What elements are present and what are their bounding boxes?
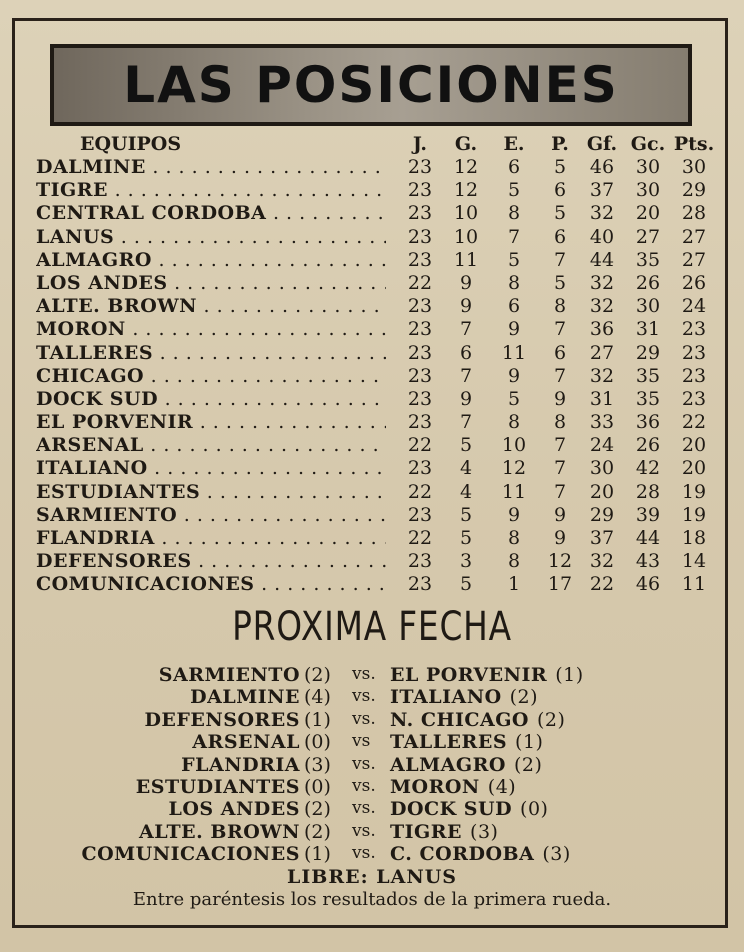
stat-cell: 8: [507, 550, 521, 573]
stat-cell: 30: [635, 179, 661, 202]
stat-cell: 32: [589, 271, 615, 294]
page-title: LAS POSICIONES: [123, 56, 619, 114]
stat-cell: 9: [507, 364, 521, 387]
stat-cell: 9: [459, 387, 473, 410]
stat-cell: 20: [681, 457, 707, 480]
stat-cell: 23: [407, 457, 433, 480]
stat-cell: 23: [407, 295, 433, 318]
table-row: [0, 504, 744, 527]
stat-cell: 9: [459, 271, 473, 294]
fixture-row: [0, 754, 744, 776]
team-name: ARSENAL . . .: [36, 434, 386, 456]
team-name: LOS ANDES . . .: [36, 272, 386, 294]
stat-cell: 43: [635, 550, 661, 573]
stat-cell: 23: [407, 202, 433, 225]
away-score: (2): [536, 708, 566, 731]
stat-cell: 8: [507, 527, 521, 549]
away-block: [390, 686, 538, 708]
stat-cell: 20: [681, 434, 707, 457]
stat-cell: 7: [459, 364, 473, 387]
stat-cell: 11: [453, 248, 479, 271]
stat-cell: 31: [635, 318, 661, 341]
stat-cell: 23: [407, 156, 433, 178]
team-name: ESTUDIANTES . . .: [36, 481, 386, 503]
stat-cell: 23: [407, 318, 433, 341]
stat-cell: 7: [459, 318, 473, 341]
away-team: DOCK SUD: [390, 798, 513, 821]
table-row: [0, 550, 744, 573]
team-name: ITALIANO . . .: [36, 457, 386, 479]
stat-cell: 23: [681, 387, 707, 410]
stat-cell: 37: [589, 179, 615, 202]
table-row: [0, 342, 744, 365]
stat-cell: 23: [681, 318, 707, 341]
away-team: EL PORVENIR: [390, 664, 548, 686]
team-name: CENTRAL CORDOBA . . .: [36, 202, 386, 224]
stat-cell: 12: [453, 179, 479, 202]
away-score: (3): [542, 843, 571, 866]
home-score: (2): [304, 798, 331, 821]
home-team: ARSENAL: [192, 731, 300, 754]
team-name: TIGRE . . .: [36, 179, 386, 201]
stat-cell: 7: [553, 248, 567, 271]
stat-cell: 7: [553, 318, 567, 341]
stat-cell: 7: [507, 225, 521, 248]
stat-cell: 46: [589, 156, 615, 178]
home-team: FLANDRIA: [181, 753, 300, 776]
footnote: Entre paréntesis los resultados de la primera rueda.: [132, 889, 612, 910]
stat-cell: 4: [459, 457, 473, 480]
stat-cell: 32: [589, 364, 615, 387]
stat-cell: 32: [589, 202, 615, 225]
stat-cell: 4: [459, 480, 473, 503]
stat-cell: 5: [553, 271, 567, 294]
away-score: (0): [520, 798, 549, 821]
team-name: DEFENSORES . . .: [36, 550, 386, 572]
stat-cell: 23: [407, 387, 433, 410]
stat-cell: 35: [635, 364, 661, 387]
table-row: [0, 156, 744, 179]
stat-cell: 11: [681, 573, 707, 596]
team-name: DOCK SUD . . .: [36, 388, 386, 410]
stat-cell: 29: [681, 179, 707, 202]
stat-cell: 8: [507, 271, 521, 294]
away-team: ALMAGRO: [390, 753, 506, 776]
stat-cell: 26: [635, 434, 661, 457]
stat-cell: 39: [635, 503, 661, 526]
standings-table: [0, 156, 744, 597]
stat-cell: 9: [459, 295, 473, 318]
stat-cell: 33: [589, 411, 615, 434]
stat-cell: 26: [681, 271, 707, 294]
home-team: ESTUDIANTES: [135, 775, 300, 798]
home-team: DALMINE: [190, 686, 300, 709]
stat-cell: 23: [407, 225, 433, 248]
fixture-row: [0, 686, 744, 708]
team-name: ALMAGRO . . .: [36, 249, 386, 271]
stat-cell: 6: [553, 225, 567, 248]
stat-cell: 1: [507, 573, 521, 596]
away-team: ITALIANO: [390, 686, 502, 709]
table-row: [0, 226, 744, 249]
stat-cell: 6: [507, 295, 521, 318]
stat-cell: 9: [507, 503, 521, 526]
away-score: (4): [487, 775, 517, 798]
stat-cell: 5: [459, 573, 473, 596]
stat-cell: 8: [507, 202, 521, 225]
stat-cell: 40: [589, 225, 615, 248]
team-name: SARMIENTO . . .: [36, 504, 386, 526]
stat-cell: 5: [507, 387, 521, 410]
stat-cell: 11: [501, 341, 527, 364]
stat-cell: 29: [589, 503, 615, 526]
away-score: (2): [509, 686, 539, 709]
home-score: (2): [304, 664, 331, 686]
header-g: G.: [454, 133, 478, 155]
team-name: MORON . . .: [36, 318, 386, 340]
stat-cell: 7: [553, 457, 567, 480]
home-team: SARMIENTO: [158, 664, 300, 686]
vs-label: vs.: [352, 843, 376, 864]
stat-cell: 24: [681, 295, 707, 318]
stat-cell: 26: [635, 271, 661, 294]
fixture-row: [0, 664, 744, 686]
stat-cell: 6: [507, 156, 521, 178]
stat-cell: 7: [459, 411, 473, 434]
away-team: C. CORDOBA: [390, 843, 535, 866]
table-row: [0, 179, 744, 202]
away-team: MORON: [390, 775, 480, 798]
away-block: [390, 754, 542, 776]
stat-cell: 5: [459, 527, 473, 549]
stat-cell: 29: [635, 341, 661, 364]
home-score: (1): [304, 843, 331, 866]
stat-cell: 12: [501, 457, 527, 480]
stat-cell: 9: [553, 503, 567, 526]
stat-cell: 11: [501, 480, 527, 503]
stat-cell: 23: [407, 411, 433, 434]
stat-cell: 20: [589, 480, 615, 503]
stat-cell: 9: [553, 387, 567, 410]
vs-label: vs.: [352, 708, 376, 729]
fixture-row: [0, 776, 744, 798]
stat-cell: 7: [553, 434, 567, 457]
stat-cell: 8: [553, 295, 567, 318]
table-row: [0, 481, 744, 504]
stat-cell: 31: [589, 387, 615, 410]
home-team: DEFENSORES: [144, 708, 300, 731]
table-row: [0, 457, 744, 480]
away-block: [390, 664, 584, 686]
header-gf: Gf.: [586, 133, 618, 155]
stat-cell: 36: [635, 411, 661, 434]
stat-cell: 10: [501, 434, 527, 457]
table-row: [0, 527, 744, 550]
stat-cell: 23: [407, 248, 433, 271]
fixtures-title: PROXIMA FECHA: [232, 604, 512, 650]
home-score: (0): [304, 731, 331, 754]
team-name: CHICAGO . . .: [36, 365, 386, 387]
home-score: (0): [304, 775, 331, 798]
stat-cell: 32: [589, 295, 615, 318]
table-row: [0, 249, 744, 272]
stat-cell: 35: [635, 387, 661, 410]
team-name: EL PORVENIR . . .: [36, 411, 386, 433]
stat-cell: 8: [507, 411, 521, 434]
team-name: COMUNICACIONES . . .: [36, 573, 386, 595]
stat-cell: 22: [681, 411, 707, 434]
table-row: [0, 388, 744, 411]
fixture-row: [0, 709, 744, 731]
header-pts: Pts.: [673, 133, 715, 155]
stat-cell: 3: [459, 550, 473, 573]
header-p: P.: [551, 133, 569, 155]
stat-cell: 12: [453, 156, 479, 178]
stat-cell: 20: [635, 202, 661, 225]
team-name: ALTE. BROWN . . .: [36, 295, 386, 317]
stat-cell: 5: [507, 179, 521, 202]
home-team: COMUNICACIONES: [81, 843, 300, 866]
away-block: [390, 709, 565, 731]
stat-cell: 14: [681, 550, 707, 573]
stat-cell: 23: [407, 364, 433, 387]
stat-cell: 7: [553, 480, 567, 503]
stat-cell: 5: [459, 503, 473, 526]
stat-cell: 6: [553, 179, 567, 202]
stat-cell: 28: [681, 202, 707, 225]
stat-cell: 10: [453, 202, 479, 225]
away-score: (1): [555, 664, 584, 686]
stat-cell: 42: [635, 457, 661, 480]
home-team: ALTE. BROWN: [138, 820, 300, 843]
away-score: (2): [513, 753, 543, 776]
stat-cell: 22: [407, 271, 433, 294]
stat-cell: 5: [553, 202, 567, 225]
table-row: [0, 411, 744, 434]
stat-cell: 27: [635, 225, 661, 248]
stat-cell: 28: [635, 480, 661, 503]
stat-cell: 6: [459, 341, 473, 364]
stat-cell: 23: [407, 179, 433, 202]
stat-cell: 27: [681, 248, 707, 271]
stat-cell: 8: [553, 411, 567, 434]
away-block: [390, 776, 516, 798]
fixtures-list: [0, 664, 744, 866]
stat-cell: 24: [589, 434, 615, 457]
away-block: [390, 843, 571, 865]
stat-cell: 44: [635, 527, 661, 549]
stat-cell: 23: [407, 573, 433, 596]
stat-cell: 36: [589, 318, 615, 341]
stat-cell: 9: [507, 318, 521, 341]
stat-cell: 12: [547, 550, 573, 573]
header-j: J.: [412, 133, 428, 155]
stat-cell: 17: [547, 573, 573, 596]
stat-cell: 22: [589, 573, 615, 596]
stat-cell: 44: [589, 248, 615, 271]
table-row: [0, 365, 744, 388]
table-row: [0, 202, 744, 225]
header-equipos: EQUIPOS: [80, 133, 182, 155]
away-block: [390, 798, 548, 820]
table-header: [0, 133, 744, 155]
table-row: [0, 573, 744, 596]
stat-cell: 5: [507, 248, 521, 271]
table-row: [0, 434, 744, 457]
home-score: (4): [304, 686, 331, 709]
away-block: [390, 821, 498, 843]
home-score: (3): [304, 753, 331, 776]
stat-cell: 23: [407, 503, 433, 526]
stat-cell: 19: [681, 503, 707, 526]
stat-cell: 23: [681, 364, 707, 387]
stat-cell: 27: [589, 341, 615, 364]
team-name: FLANDRIA . . .: [36, 527, 386, 549]
vs-label: vs.: [352, 664, 376, 684]
away-score: (1): [515, 731, 544, 754]
stat-cell: 5: [553, 156, 567, 178]
stat-cell: 19: [681, 480, 707, 503]
away-team: TALLERES: [390, 731, 508, 754]
away-team: N. CHICAGO: [390, 708, 529, 731]
fixture-row: [0, 731, 744, 753]
vs-label: vs.: [352, 753, 376, 774]
stat-cell: 27: [681, 225, 707, 248]
home-score: (2): [304, 820, 331, 843]
vs-label: vs.: [352, 686, 376, 707]
home-team: LOS ANDES: [168, 798, 300, 821]
header-e: E.: [503, 133, 525, 155]
team-name: TALLERES . . .: [36, 342, 386, 364]
stat-cell: 18: [681, 527, 707, 549]
fixture-row: [0, 821, 744, 843]
stat-cell: 30: [681, 156, 707, 178]
stat-cell: 30: [635, 295, 661, 318]
header-gc: Gc.: [630, 133, 666, 155]
away-team: TIGRE: [390, 820, 463, 843]
stat-cell: 6: [553, 341, 567, 364]
stat-cell: 32: [589, 550, 615, 573]
stat-cell: 23: [681, 341, 707, 364]
home-score: (1): [304, 708, 331, 731]
title-banner: [50, 44, 692, 126]
stat-cell: 7: [553, 364, 567, 387]
stat-cell: 5: [459, 434, 473, 457]
stat-cell: 10: [453, 225, 479, 248]
stat-cell: 22: [407, 480, 433, 503]
team-name: DALMINE . . .: [36, 156, 386, 178]
stat-cell: 35: [635, 248, 661, 271]
table-row: [0, 272, 744, 295]
fixture-row: [0, 798, 744, 820]
stat-cell: 23: [407, 341, 433, 364]
libre-team: LIBRE: LANUS: [287, 866, 457, 888]
stat-cell: 22: [407, 434, 433, 457]
vs-label: vs.: [352, 820, 376, 841]
team-name: LANUS . . .: [36, 226, 386, 248]
vs-label: vs.: [352, 798, 376, 819]
stat-cell: 9: [553, 527, 567, 549]
vs-label: vs: [352, 731, 371, 752]
fixture-row: [0, 843, 744, 865]
table-row: [0, 318, 744, 341]
table-row: [0, 295, 744, 318]
vs-label: vs.: [352, 775, 376, 796]
stat-cell: 22: [407, 527, 433, 549]
stat-cell: 23: [407, 550, 433, 573]
away-score: (3): [470, 820, 499, 843]
stat-cell: 30: [589, 457, 615, 480]
stat-cell: 30: [635, 156, 661, 178]
away-block: [390, 731, 543, 753]
stat-cell: 46: [635, 573, 661, 596]
stat-cell: 37: [589, 527, 615, 549]
